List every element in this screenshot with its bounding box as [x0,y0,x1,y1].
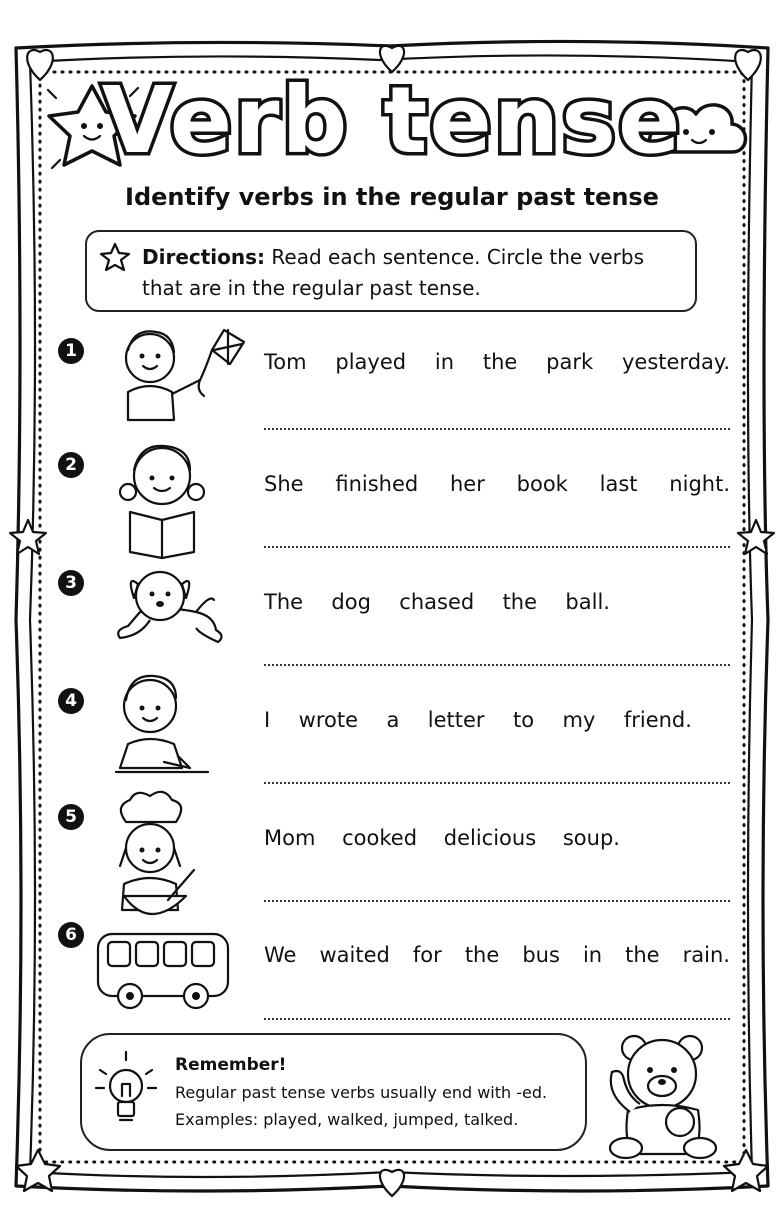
teddy-bear-icon [610,1036,716,1158]
sentence-row-6 [264,943,730,973]
sentence-word[interactable]: wrote [298,708,358,732]
sentence-row-4 [264,708,730,738]
girl-reading-book-icon [120,446,204,558]
sentence-word[interactable]: soup. [562,826,620,850]
sentence-word[interactable]: yesterday. [621,350,730,374]
sentence-word[interactable]: the [625,943,660,967]
chef-girl-cooking-icon [120,792,194,914]
sentence-word[interactable]: rain. [682,943,730,967]
sentence-word[interactable]: ball. [565,590,610,614]
sentence-word[interactable]: We [264,943,297,967]
remember-rule: Regular past tense verbs usually end with -ed. [175,1083,548,1102]
running-dog-icon [118,572,221,642]
answer-line[interactable] [264,664,730,666]
sentence-word[interactable]: the [482,350,518,374]
item-number: 1 [58,338,84,364]
item-number: 4 [58,688,84,714]
sentence-word[interactable]: finished [335,472,419,496]
sentence-word[interactable]: dog [331,590,371,614]
sentence-word[interactable]: played [335,350,407,374]
sentence-word[interactable]: the [464,943,500,967]
sentence-text [264,472,730,496]
sentence-word[interactable]: She [264,472,304,496]
item-number: 5 [58,804,84,830]
boy-writing-icon [116,676,208,772]
remember-examples: Examples: played, walked, jumped, talked. [175,1110,519,1129]
sentence-text [264,708,692,732]
sentence-row-2 [264,472,730,502]
sentence-text [264,590,610,614]
sentence-word[interactable]: Tom [264,350,307,374]
sentence-word[interactable]: friend. [623,708,692,732]
item-number: 2 [58,452,84,478]
item-number: 6 [58,922,84,948]
bus-icon [98,934,228,1008]
sentence-word[interactable]: in [434,350,455,374]
answer-line[interactable] [264,782,730,784]
answer-line[interactable] [264,1018,730,1020]
sentence-word[interactable]: my [562,708,596,732]
sentence-row-3 [264,590,730,620]
boy-with-kite-icon [126,330,244,420]
remember-title: Remember! [175,1055,287,1075]
sentence-row-1 [264,350,730,380]
directions-text [142,242,682,304]
sentence-word[interactable]: night. [669,472,730,496]
sentence-word[interactable]: delicious [443,826,537,850]
sentence-word[interactable]: I [264,708,271,732]
sentence-word[interactable]: book [516,472,568,496]
sentence-word[interactable]: Mom [264,826,316,850]
sentence-word[interactable]: letter [427,708,485,732]
sentence-word[interactable]: bus [522,943,560,967]
page-subtitle: Identify verbs in the regular past tense [125,183,659,211]
sentence-word[interactable]: cooked [342,826,418,850]
sentence-word[interactable]: park [546,350,594,374]
sentence-word[interactable]: a [386,708,400,732]
directions-body: Read each sentence. Circle the verbs that are in the regular past tense. [142,245,645,300]
sentence-text [264,350,730,374]
sentence-word[interactable]: waited [319,943,390,967]
sentence-text [264,826,620,850]
sentence-word[interactable]: the [502,590,538,614]
answer-line[interactable] [264,900,730,902]
sentence-word[interactable]: her [450,472,485,496]
sentence-word[interactable]: The [264,590,304,614]
answer-line[interactable] [264,428,730,430]
sentence-word[interactable]: last [599,472,638,496]
answer-line[interactable] [264,546,730,548]
item-number: 3 [58,570,84,596]
sentence-word[interactable]: chased [399,590,475,614]
sentence-row-5 [264,826,730,856]
directions-label: Directions: [142,245,266,269]
sentence-word[interactable]: for [412,943,442,967]
sentence-word[interactable]: to [512,708,535,732]
directions-box [85,230,697,312]
sentence-word[interactable]: in [582,943,603,967]
remember-box [80,1033,587,1151]
page-title: Verb tense [101,67,683,174]
sentence-text [264,943,730,967]
